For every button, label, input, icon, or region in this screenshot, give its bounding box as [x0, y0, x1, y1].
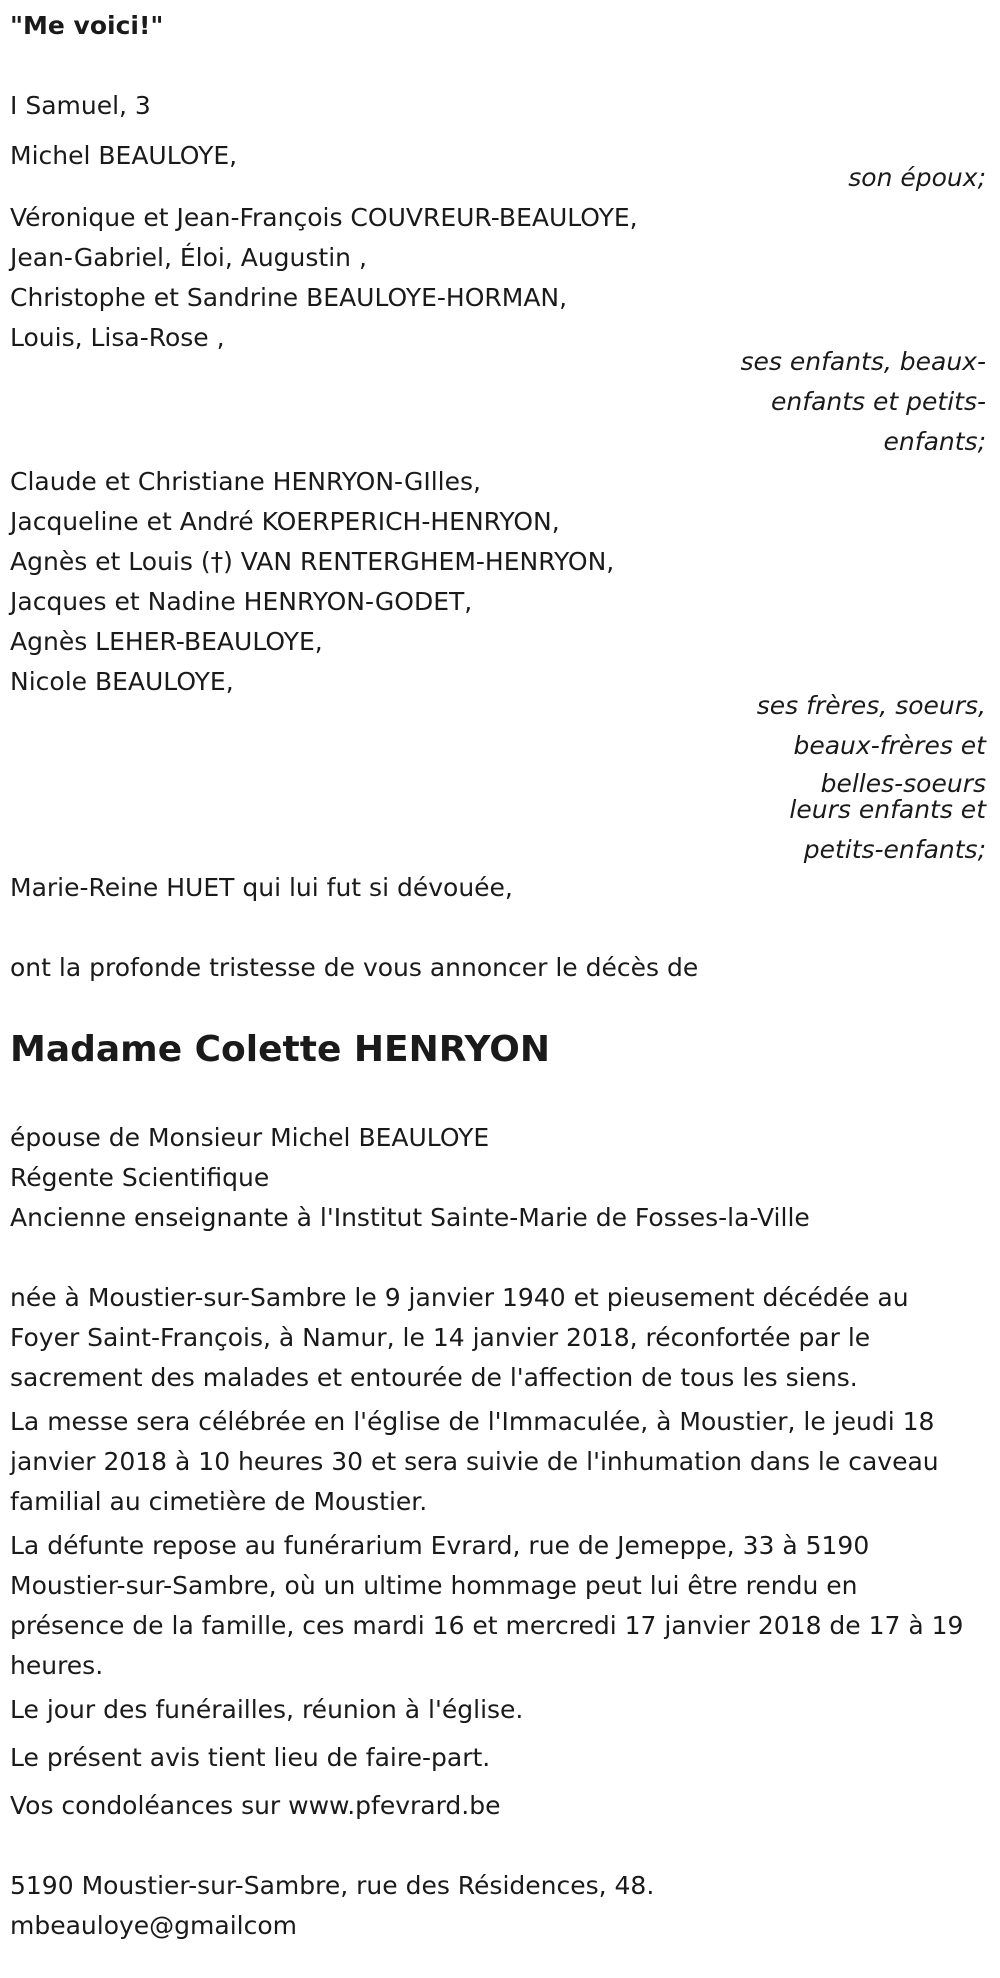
siblings-role-children: [686, 790, 986, 870]
role-line: leurs enfants et: [789, 795, 986, 824]
address-line: 5190 Moustier-sur-Sambre, rue des Résidences, 48.: [10, 1871, 655, 1900]
quote-title: "Me voici!": [10, 11, 164, 40]
role-line: beaux-frères et: [793, 731, 986, 760]
paragraph-line: La défunte repose au funérarium Evrard, rue de Jemeppe, 33 à 5190: [10, 1531, 870, 1560]
paragraph-line: Foyer Saint-François, à Namur, le 14 janvier 2018, réconfortée par le: [10, 1323, 871, 1352]
family-line: Louis, Lisa-Rose ,: [10, 323, 225, 352]
paragraph-line: présence de la famille, ces mardi 16 et mercredi 17 janvier 2018 de 17 à 19: [10, 1611, 964, 1640]
announcement-line: ont la profonde tristesse de vous annoncer le décès de: [10, 953, 699, 982]
family-line: Christophe et Sandrine BEAULOYE-HORMAN,: [10, 283, 568, 312]
family-line: Agnès LEHER-BEAULOYE,: [10, 627, 323, 656]
role-line: ses enfants, beaux-: [740, 347, 986, 376]
role-line: belles-soeurs: [820, 769, 986, 798]
children-role: [686, 342, 986, 462]
paragraph-line: heures.: [10, 1651, 104, 1680]
paragraph-line: familial au cimetière de Moustier.: [10, 1487, 428, 1516]
rest-paragraph: [10, 1526, 963, 1686]
family-line: Nicole BEAULOYE,: [10, 667, 234, 696]
family-line: Claude et Christiane HENRYON-GIlles,: [10, 467, 481, 496]
bible-verse: I Samuel, 3: [10, 91, 151, 120]
detail-line: épouse de Monsieur Michel BEAULOYE: [10, 1123, 490, 1152]
role-line: enfants et petits-: [771, 387, 986, 416]
mass-paragraph: [10, 1402, 939, 1522]
husband-role: son époux;: [848, 163, 986, 192]
paragraph-line: née à Moustier-sur-Sambre le 9 janvier 1940 et pieusement décédée au: [10, 1283, 909, 1312]
role-line: ses frères, soeurs,: [756, 691, 986, 720]
paragraph-line: Moustier-sur-Sambre, où un ultime hommage peut lui être rendu en: [10, 1571, 858, 1600]
role-line: petits-enfants;: [803, 835, 986, 864]
deceased-name: Madame Colette HENRYON: [10, 1029, 551, 1070]
children-list: [10, 198, 638, 358]
family-line: Agnès et Louis (†) VAN RENTERGHEM-HENRYON,: [10, 547, 615, 576]
family-line: Jean-Gabriel, Éloi, Augustin ,: [10, 243, 367, 272]
detail-line: Ancienne enseignante à l'Institut Sainte-Marie de Fosses-la-Ville: [10, 1203, 810, 1232]
caregiver-line: Marie-Reine HUET qui lui fut si dévouée,: [10, 873, 513, 902]
paragraph-line: La messe sera célébrée en l'église de l'Immaculée, à Moustier, le jeudi 18: [10, 1407, 935, 1436]
condolences-line: Vos condoléances sur www.pfevrard.be: [10, 1791, 501, 1820]
husband-name: Michel BEAULOYE,: [10, 141, 238, 170]
detail-line: Régente Scientifique: [10, 1163, 270, 1192]
deceased-details: [10, 1118, 810, 1238]
paragraph-line: sacrement des malades et entourée de l'affection de tous les siens.: [10, 1363, 858, 1392]
paragraph-line: janvier 2018 à 10 heures 30 et sera suivie de l'inhumation dans le caveau: [10, 1447, 939, 1476]
role-line: enfants;: [883, 427, 986, 456]
family-line: Jacques et Nadine HENRYON-GODET,: [10, 587, 473, 616]
family-line: Jacqueline et André KOERPERICH-HENRYON,: [10, 507, 560, 536]
notice-line: Le présent avis tient lieu de faire-part.: [10, 1743, 491, 1772]
siblings-role: [686, 686, 986, 802]
birth-paragraph: [10, 1278, 909, 1398]
family-line: Véronique et Jean-François COUVREUR-BEAULOYE,: [10, 203, 638, 232]
funeral-day-line: Le jour des funérailles, réunion à l'église.: [10, 1695, 524, 1724]
email-line: mbeauloye@gmailcom: [10, 1911, 298, 1940]
siblings-list: [10, 462, 614, 702]
